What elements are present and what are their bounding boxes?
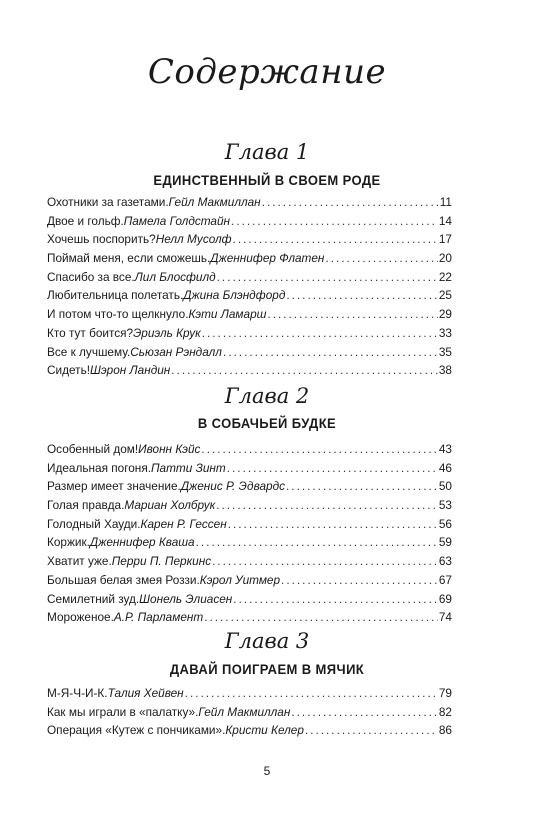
dot-leader [202,326,438,340]
toc-entry [47,461,452,480]
toc-entry [47,535,452,554]
toc-entry-author: Кэрол Уитмер [199,572,281,587]
dot-leader [228,517,438,531]
dot-leader [305,723,438,737]
toc-entry [47,592,452,611]
toc-entry-page: 82 [438,704,452,719]
toc-entry-title: Охотники за газетами. [47,195,169,209]
toc-entry-title: Как мы играли в «палатку». [47,704,199,719]
toc-entry [47,573,452,592]
toc-entry-title: Большая белая змея Роззи. [47,572,200,587]
dot-leader [227,461,438,475]
dot-leader [291,705,438,719]
toc-entry-author: Кэти Ламарш [188,307,267,322]
toc-entry [47,288,452,307]
toc-entry-title: Голая правда. [47,498,125,513]
toc-entry-page: 50 [438,479,452,494]
chapter-1-label: Глава 1 [224,140,310,164]
dot-leader [223,345,438,359]
dot-leader [216,498,438,512]
toc-entry-page: 56 [438,516,452,531]
toc-entry [47,610,452,629]
dot-leader [212,554,438,568]
toc-entry [47,498,452,517]
dot-leader [196,535,438,549]
toc-entry-author: Лил Блосфилд [134,269,216,284]
toc-entry-author: Сьюзан Рэндалл [130,344,222,359]
dot-leader [217,270,438,284]
toc-entry-title: Семилетний зуд. [47,591,140,606]
toc-entry-author: Кристи Келер [225,723,304,738]
toc-entry-page: 11 [439,195,452,209]
toc-entry-author: Шонель Элиасен [139,591,233,606]
toc-entry [47,705,452,724]
toc-entry [47,479,452,498]
toc-entry-author: Гейл Макмиллан [168,195,261,209]
dot-leader [286,288,438,302]
page-number: 5 [263,764,271,778]
toc-entry-title: Все к лучшему. [47,344,131,359]
toc-entry-page: 17 [438,232,452,247]
toc-entry [47,195,452,214]
toc-entry-title: Коржик. [47,535,90,550]
toc-entry-title: Двое и гольф. [47,213,124,228]
toc-entry-title: Сидеть! [47,363,90,378]
toc-entry-author: Джина Блэндфорд [183,288,286,303]
toc-entry [47,270,452,289]
toc-entry [47,214,452,233]
toc-entry-page: 46 [438,460,452,475]
toc-entry [47,363,452,382]
dot-leader [262,195,439,209]
toc-entry-author: Дженнифер Флатен [210,251,325,266]
page-title: Содержание [147,52,387,92]
toc-entry-title: Хватит уже. [47,554,112,569]
toc-entry-author: Нелл Мусолф [155,232,232,247]
toc-entry-author: Памела Голдстайн [123,213,231,228]
toc-entry-page: 67 [438,572,452,587]
toc-entry-page: 22 [438,269,452,284]
toc-entry-author: Ивонн Кэйс [138,442,201,456]
dot-leader [286,479,438,493]
toc-entry-page: 43 [438,442,452,456]
dot-leader [233,592,438,606]
dot-leader [231,214,438,228]
toc-entry-title: Особенный дом! [47,442,139,456]
toc-entry [47,442,452,461]
toc-entry-title: Поймай меня, если сможешь. [47,251,211,266]
toc-entry-author: Перри П. Перкинс [111,554,212,569]
dot-leader [171,363,438,377]
toc-entry [47,345,452,364]
toc-entry [47,554,452,573]
toc-entry [47,307,452,326]
toc-entry-page: 14 [438,213,452,228]
toc-entry [47,326,452,345]
toc-entry-author: Дженнифер Кваша [89,535,195,550]
toc-entry [47,232,452,251]
toc-entry-page: 38 [438,363,452,378]
toc-entry-title: Любительница полетать. [47,288,184,303]
toc-entry-page: 53 [438,498,452,513]
toc-entry [47,723,452,742]
toc-entry [47,686,452,705]
toc-entry-title: Идеальная погоня. [47,460,151,475]
chapter-2-toc [47,442,452,629]
chapter-3-name: ДАВАЙ ПОИГРАЕМ В МЯЧИК [169,661,365,678]
chapter-3-label: Глава 3 [224,629,310,653]
chapter-1-name: ЕДИНСТВЕННЫЙ В СВОЕМ РОДЕ [153,172,381,189]
dot-leader [201,442,437,456]
chapter-2-label: Глава 2 [224,384,310,408]
toc-entry-author: Патти Зинт [151,460,226,475]
dot-leader [204,610,438,624]
dot-leader [233,232,438,246]
dot-leader [185,686,438,700]
dot-leader [267,307,437,321]
toc-entry-page: 74 [438,610,452,625]
toc-entry [47,517,452,536]
toc-entry-author: Карен Р. Гессен [140,516,227,531]
dot-leader [325,251,437,265]
toc-entry-author: Гейл Макмиллан [198,704,291,719]
toc-entry-title: Спасибо за все. [47,269,135,284]
toc-entry-page: 33 [438,325,452,340]
toc-entry-author: Эриэль Крук [133,325,201,340]
toc-entry-author: А.Р. Парламент [113,610,204,625]
toc-entry-page: 69 [438,591,452,606]
toc-entry [47,251,452,270]
toc-entry-page: 25 [438,288,452,303]
toc-entry-author: Мариан Холбрук [124,498,216,513]
toc-entry-author: Шэрон Ландин [90,363,171,378]
toc-entry-title: Голодный Хауди. [47,516,141,531]
toc-entry-title: Кто тут боится? [47,325,134,340]
toc-entry-author: Дженис Р. Эдвардс [180,479,286,494]
toc-entry-title: И потом что-то щелкнуло. [47,307,189,322]
toc-entry-title: Операция «Кутеж с пончиками». [47,723,226,738]
toc-entry-page: 29 [438,307,452,322]
toc-entry-page: 79 [438,686,452,700]
dot-leader [281,573,438,587]
toc-entry-title: М-Я-Ч-И-К. [47,686,108,700]
toc-entry-author: Талия Хейвен [107,686,184,700]
toc-entry-page: 59 [438,535,452,550]
toc-entry-title: Хочешь поспорить? [47,232,156,247]
chapter-2-name: В СОБАЧЬЕЙ БУДКЕ [197,415,337,432]
toc-entry-title: Мороженое. [47,610,114,625]
toc-entry-title: Размер имеет значение. [47,479,181,494]
toc-entry-page: 86 [438,723,452,738]
chapter-1-toc [47,195,452,382]
toc-entry-page: 20 [438,251,452,266]
toc-entry-page: 63 [438,554,452,569]
toc-entry-page: 35 [438,344,452,359]
chapter-3-toc [47,686,452,742]
